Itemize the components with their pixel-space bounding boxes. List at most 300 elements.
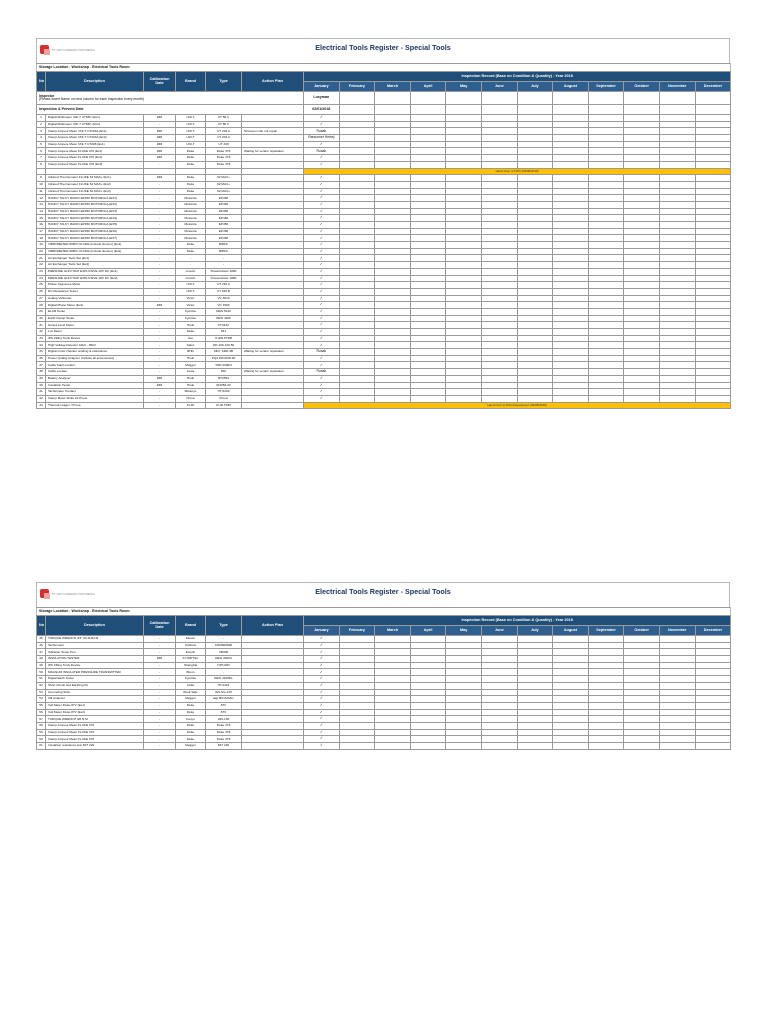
month-cell — [588, 716, 624, 723]
month-cell — [695, 662, 731, 669]
item-description: Lux Meter — [46, 329, 144, 336]
month-cell — [588, 649, 624, 656]
brand: Motorola — [176, 195, 206, 202]
month-cell — [588, 329, 624, 336]
month-cell — [481, 161, 517, 168]
month-cell — [410, 248, 446, 255]
month-cell — [624, 262, 660, 269]
month-cell — [410, 195, 446, 202]
month-cell — [553, 161, 589, 168]
january-check: ✓ — [304, 248, 340, 255]
action-plan — [242, 141, 304, 148]
item-description: IPS Filling Tools Device — [46, 662, 144, 669]
month-cell — [553, 662, 589, 669]
table-row — [37, 375, 731, 382]
month-cell — [624, 369, 660, 376]
month-cell — [481, 689, 517, 696]
january-check: ✓ — [304, 322, 340, 329]
month-cell — [339, 716, 375, 723]
month-cell — [553, 696, 589, 703]
col-header-action-plan: Action Plan — [242, 616, 304, 636]
month-cell — [446, 141, 482, 148]
month-cell — [410, 335, 446, 342]
action-plan — [242, 736, 304, 743]
calibration-date: ### — [144, 155, 176, 162]
table-row — [37, 181, 731, 188]
month-cell — [588, 155, 624, 162]
item-no: 27 — [37, 295, 46, 302]
brand: Fluke — [176, 188, 206, 195]
month-cell — [695, 201, 731, 208]
month-cell — [375, 248, 411, 255]
month-cell — [517, 181, 553, 188]
month-cell — [339, 121, 375, 128]
month-cell — [517, 329, 553, 336]
item-no: 41 — [37, 389, 46, 396]
month-cell — [446, 288, 482, 295]
type: HT-5200 — [206, 389, 242, 396]
month-cell — [517, 696, 553, 703]
month-cell — [446, 382, 482, 389]
month-cell — [375, 676, 411, 683]
january-check: Rusak — [304, 369, 340, 376]
january-check: Rusak — [304, 349, 340, 356]
month-cell — [624, 148, 660, 155]
month-cell — [375, 195, 411, 202]
type: UT 262 A — [206, 282, 242, 289]
month-cell — [553, 155, 589, 162]
month-cell — [553, 709, 589, 716]
month-cell — [695, 228, 731, 235]
brand: Motorola — [176, 222, 206, 229]
january-check: ✓ — [304, 141, 340, 148]
month-cell — [588, 315, 624, 322]
brand: UNI-T — [176, 141, 206, 148]
month-cell — [553, 92, 589, 105]
month-cell — [446, 736, 482, 743]
month-cell — [695, 115, 731, 122]
item-no: 30 — [37, 315, 46, 322]
month-cell — [588, 235, 624, 242]
calibration-date: - — [144, 389, 176, 396]
month-cell — [410, 716, 446, 723]
hand-over-row — [37, 168, 731, 175]
month-cell — [446, 709, 482, 716]
month-cell — [659, 649, 695, 656]
month-cell — [659, 696, 695, 703]
item-description: Clamp Ampere Meter FLUKE 376 — [46, 736, 144, 743]
month-cell — [339, 656, 375, 663]
month-cell — [339, 322, 375, 329]
type: - — [206, 262, 242, 269]
january-check: ✓ — [304, 702, 340, 709]
type: UT 58 C — [206, 121, 242, 128]
month-cell — [410, 736, 446, 743]
month-cell — [553, 722, 589, 729]
calibration-date: ### — [144, 128, 176, 135]
item-description: Tachometer — [46, 642, 144, 649]
month-cell — [624, 181, 660, 188]
type: KEW 5410 — [206, 308, 242, 315]
brand: UNI-T — [176, 128, 206, 135]
january-check: ✓ — [304, 676, 340, 683]
month-cell — [659, 181, 695, 188]
month-cell — [410, 696, 446, 703]
month-cell — [659, 308, 695, 315]
month-cell — [659, 275, 695, 282]
table-row — [37, 322, 731, 329]
month-cell — [659, 349, 695, 356]
month-cell — [553, 308, 589, 315]
january-check: ✓ — [304, 295, 340, 302]
month-cell — [553, 743, 589, 750]
item-description: Digital motor checker winding & inductance — [46, 349, 144, 356]
month-cell — [375, 355, 411, 362]
month-header: January — [304, 626, 340, 636]
action-plan — [242, 669, 304, 676]
item-no: 55 — [37, 702, 46, 709]
month-header: November — [659, 626, 695, 636]
item-description: Cable Locator — [46, 369, 144, 376]
item-description: Digital Phase Meter (Ex1) — [46, 302, 144, 309]
month-cell — [517, 208, 553, 215]
brand: Lincoln — [176, 268, 206, 275]
action-plan: Waiting for vendor reparation — [242, 349, 304, 356]
calibration-date: - — [144, 242, 176, 249]
month-cell — [553, 268, 589, 275]
january-check: ✓ — [304, 382, 340, 389]
january-check: ✓ — [304, 362, 340, 369]
month-cell — [659, 743, 695, 750]
item-no: 46 — [37, 642, 46, 649]
january-check: ✓ — [304, 208, 340, 215]
item-no: 56 — [37, 709, 46, 716]
month-cell — [659, 716, 695, 723]
month-cell — [339, 395, 375, 402]
table-row — [37, 662, 731, 669]
action-plan — [242, 121, 304, 128]
month-cell — [624, 349, 660, 356]
month-cell — [659, 175, 695, 182]
month-cell — [410, 389, 446, 396]
calibration-date: - — [144, 729, 176, 736]
month-cell — [481, 181, 517, 188]
month-cell — [446, 722, 482, 729]
month-cell — [481, 669, 517, 676]
month-cell — [659, 295, 695, 302]
item-description: VIBROMETER 805FC FLUKE (Include Sensor) (Ex1) — [46, 242, 144, 249]
month-cell — [695, 389, 731, 396]
table-row — [37, 382, 731, 389]
month-cell — [553, 676, 589, 683]
item-no: 15 — [37, 215, 46, 222]
item-no: 53 — [37, 689, 46, 696]
month-cell — [481, 676, 517, 683]
month-cell — [446, 105, 482, 115]
month-cell — [553, 689, 589, 696]
table-row — [37, 315, 731, 322]
action-plan — [242, 155, 304, 162]
month-cell — [410, 642, 446, 649]
month-cell — [588, 722, 624, 729]
item-no: 36 — [37, 355, 46, 362]
month-cell — [375, 702, 411, 709]
january-check: ✓ — [304, 222, 340, 229]
month-cell — [410, 395, 446, 402]
month-cell — [481, 228, 517, 235]
january-check: ✓ — [304, 308, 340, 315]
brand: FLIR — [176, 402, 206, 409]
month-cell — [624, 662, 660, 669]
month-cell — [446, 696, 482, 703]
calibration-date: - — [144, 161, 176, 168]
item-no: 5 — [37, 141, 46, 148]
month-cell — [659, 242, 695, 249]
month-cell — [659, 302, 695, 309]
month-header: March — [375, 626, 411, 636]
type: Fluke 376 — [206, 736, 242, 743]
month-cell — [588, 662, 624, 669]
action-plan — [242, 329, 304, 336]
company-logo: PT ISS CATERING INDONESIA — [40, 45, 80, 55]
item-no: 24 — [37, 275, 46, 282]
month-cell — [659, 322, 695, 329]
item-no: 22 — [37, 262, 46, 269]
month-cell — [553, 315, 589, 322]
action-plan — [242, 308, 304, 315]
month-cell — [517, 148, 553, 155]
january-check: ✓ — [304, 282, 340, 289]
month-cell — [659, 215, 695, 222]
register-table-2 — [36, 607, 731, 750]
item-no: 21 — [37, 255, 46, 262]
month-cell — [410, 135, 446, 142]
month-cell — [695, 395, 731, 402]
sheet-title: Electrical Tools Register - Special Tools — [315, 587, 451, 596]
month-cell — [659, 282, 695, 289]
month-cell — [339, 649, 375, 656]
month-cell — [339, 175, 375, 182]
month-cell — [481, 242, 517, 249]
month-cell — [553, 121, 589, 128]
month-cell — [375, 322, 411, 329]
month-cell — [339, 268, 375, 275]
month-cell — [446, 642, 482, 649]
month-cell — [481, 329, 517, 336]
month-cell — [375, 736, 411, 743]
month-cell — [659, 662, 695, 669]
month-cell — [695, 288, 731, 295]
table-row — [37, 676, 731, 683]
month-cell — [624, 722, 660, 729]
month-cell — [588, 262, 624, 269]
type: DDI — [206, 369, 242, 376]
calibration-date: - — [144, 275, 176, 282]
month-cell — [588, 729, 624, 736]
inspection-record-header: Inspection Record (Base on Condition & Quantity) - Year 2018 — [304, 616, 731, 626]
type: MIT 220 — [206, 743, 242, 750]
table-row — [37, 722, 731, 729]
month-cell — [339, 369, 375, 376]
month-cell — [517, 362, 553, 369]
month-cell — [446, 148, 482, 155]
january-check: ✓ — [304, 729, 340, 736]
month-cell — [339, 342, 375, 349]
storage-location: Storage Location : Workshop . Electrical Tools Room — [37, 608, 731, 616]
month-header: February — [339, 82, 375, 92]
january-check: ✓ — [304, 375, 340, 382]
month-cell — [624, 676, 660, 683]
month-cell — [410, 242, 446, 249]
month-cell — [695, 315, 731, 322]
brand: Megger — [176, 743, 206, 750]
calibration-date: ### — [144, 135, 176, 142]
month-cell — [339, 335, 375, 342]
january-check: ✓ — [304, 649, 340, 656]
month-cell — [695, 248, 731, 255]
register-sheet-1 — [36, 38, 730, 409]
col-header-calibration-date: Calibration Date — [144, 616, 176, 636]
month-cell — [695, 642, 731, 649]
month-cell — [517, 255, 553, 262]
item-description: Infrared Thermometer FLUKE 62 MAX+ (Ex2) — [46, 181, 144, 188]
month-cell — [553, 375, 589, 382]
brand: Shanghai — [176, 662, 206, 669]
month-cell — [375, 329, 411, 336]
month-cell — [339, 215, 375, 222]
month-header: December — [695, 82, 731, 92]
month-cell — [410, 275, 446, 282]
month-cell — [588, 702, 624, 709]
item-description: Digital Earth Tester — [46, 676, 144, 683]
item-description: Infrared Thermometer FLUKE 62 MAX+ (Ex1) — [46, 175, 144, 182]
month-cell — [553, 329, 589, 336]
type: VB300 — [206, 649, 242, 656]
month-cell — [588, 228, 624, 235]
january-check: ✓ — [304, 682, 340, 689]
table-row — [37, 275, 731, 282]
month-header: January — [304, 82, 340, 92]
month-cell — [695, 362, 731, 369]
month-cell — [339, 282, 375, 289]
month-cell — [339, 375, 375, 382]
month-cell — [481, 382, 517, 389]
month-cell — [375, 696, 411, 703]
month-cell — [659, 669, 695, 676]
month-cell — [375, 649, 411, 656]
brand: Fluke — [176, 722, 206, 729]
month-cell — [375, 656, 411, 663]
month-cell — [659, 268, 695, 275]
month-cell — [446, 656, 482, 663]
month-cell — [588, 161, 624, 168]
month-cell — [375, 155, 411, 162]
month-cell — [339, 255, 375, 262]
item-no: 4 — [37, 135, 46, 142]
month-cell — [517, 743, 553, 750]
month-cell — [339, 736, 375, 743]
inspection-date-row — [37, 105, 731, 115]
month-cell — [375, 128, 411, 135]
month-cell — [481, 105, 517, 115]
month-cell — [695, 135, 731, 142]
type: IR4056-20 — [206, 382, 242, 389]
item-no: 10 — [37, 181, 46, 188]
item-description: Clamp Ampere Meter FLUKE 376 — [46, 729, 144, 736]
month-cell — [481, 375, 517, 382]
month-cell — [588, 375, 624, 382]
month-cell — [553, 649, 589, 656]
month-cell — [517, 135, 553, 142]
type: Fluke 376 — [206, 729, 242, 736]
month-cell — [375, 722, 411, 729]
month-cell — [588, 689, 624, 696]
type: KEW 4200 — [206, 315, 242, 322]
month-cell — [624, 382, 660, 389]
month-cell — [446, 121, 482, 128]
action-plan — [242, 135, 304, 142]
action-plan: Waiting for vendor reparation — [242, 148, 304, 155]
month-header: August — [553, 82, 589, 92]
table-row — [37, 709, 731, 716]
table-row — [37, 743, 731, 750]
month-cell — [481, 235, 517, 242]
calibration-date: - — [144, 195, 176, 202]
col-header-no: No — [37, 72, 46, 92]
january-check: ✓ — [304, 743, 340, 750]
month-cell — [553, 656, 589, 663]
month-cell — [695, 656, 731, 663]
month-cell — [659, 255, 695, 262]
item-description: HANDY TALKY RADIO EP450 MOTOROLA (EX3) — [46, 208, 144, 215]
month-cell — [481, 208, 517, 215]
action-plan — [242, 288, 304, 295]
month-cell — [695, 355, 731, 362]
calibration-date: ### — [144, 141, 176, 148]
month-cell — [588, 92, 624, 105]
month-cell — [410, 315, 446, 322]
item-description: HANDY TALKY RADIO EP450 MOTOROLA (EX2) — [46, 201, 144, 208]
month-cell — [695, 736, 731, 743]
month-cell — [695, 121, 731, 128]
sheet-header — [36, 582, 730, 607]
month-cell — [695, 322, 731, 329]
month-cell — [410, 722, 446, 729]
month-cell — [339, 181, 375, 188]
table-row — [37, 268, 731, 275]
month-cell — [588, 389, 624, 396]
month-cell — [659, 235, 695, 242]
item-no: 2 — [37, 121, 46, 128]
month-cell — [339, 642, 375, 649]
month-cell — [695, 636, 731, 643]
month-cell — [624, 375, 660, 382]
table-row — [37, 201, 731, 208]
month-cell — [517, 141, 553, 148]
brand: Hioki — [176, 382, 206, 389]
item-no: 16 — [37, 222, 46, 229]
month-cell — [339, 105, 375, 115]
month-cell — [588, 382, 624, 389]
month-cell — [553, 262, 589, 269]
type: - — [206, 669, 242, 676]
item-description: Clamp Ampere Meter FLUKE 376 (Ex1) — [46, 148, 144, 155]
item-description: Clamp Ampere Meter FLUKE 376 (Ex2) — [46, 155, 144, 162]
month-cell — [410, 155, 446, 162]
month-cell — [517, 716, 553, 723]
month-cell — [446, 355, 482, 362]
month-cell — [624, 389, 660, 396]
